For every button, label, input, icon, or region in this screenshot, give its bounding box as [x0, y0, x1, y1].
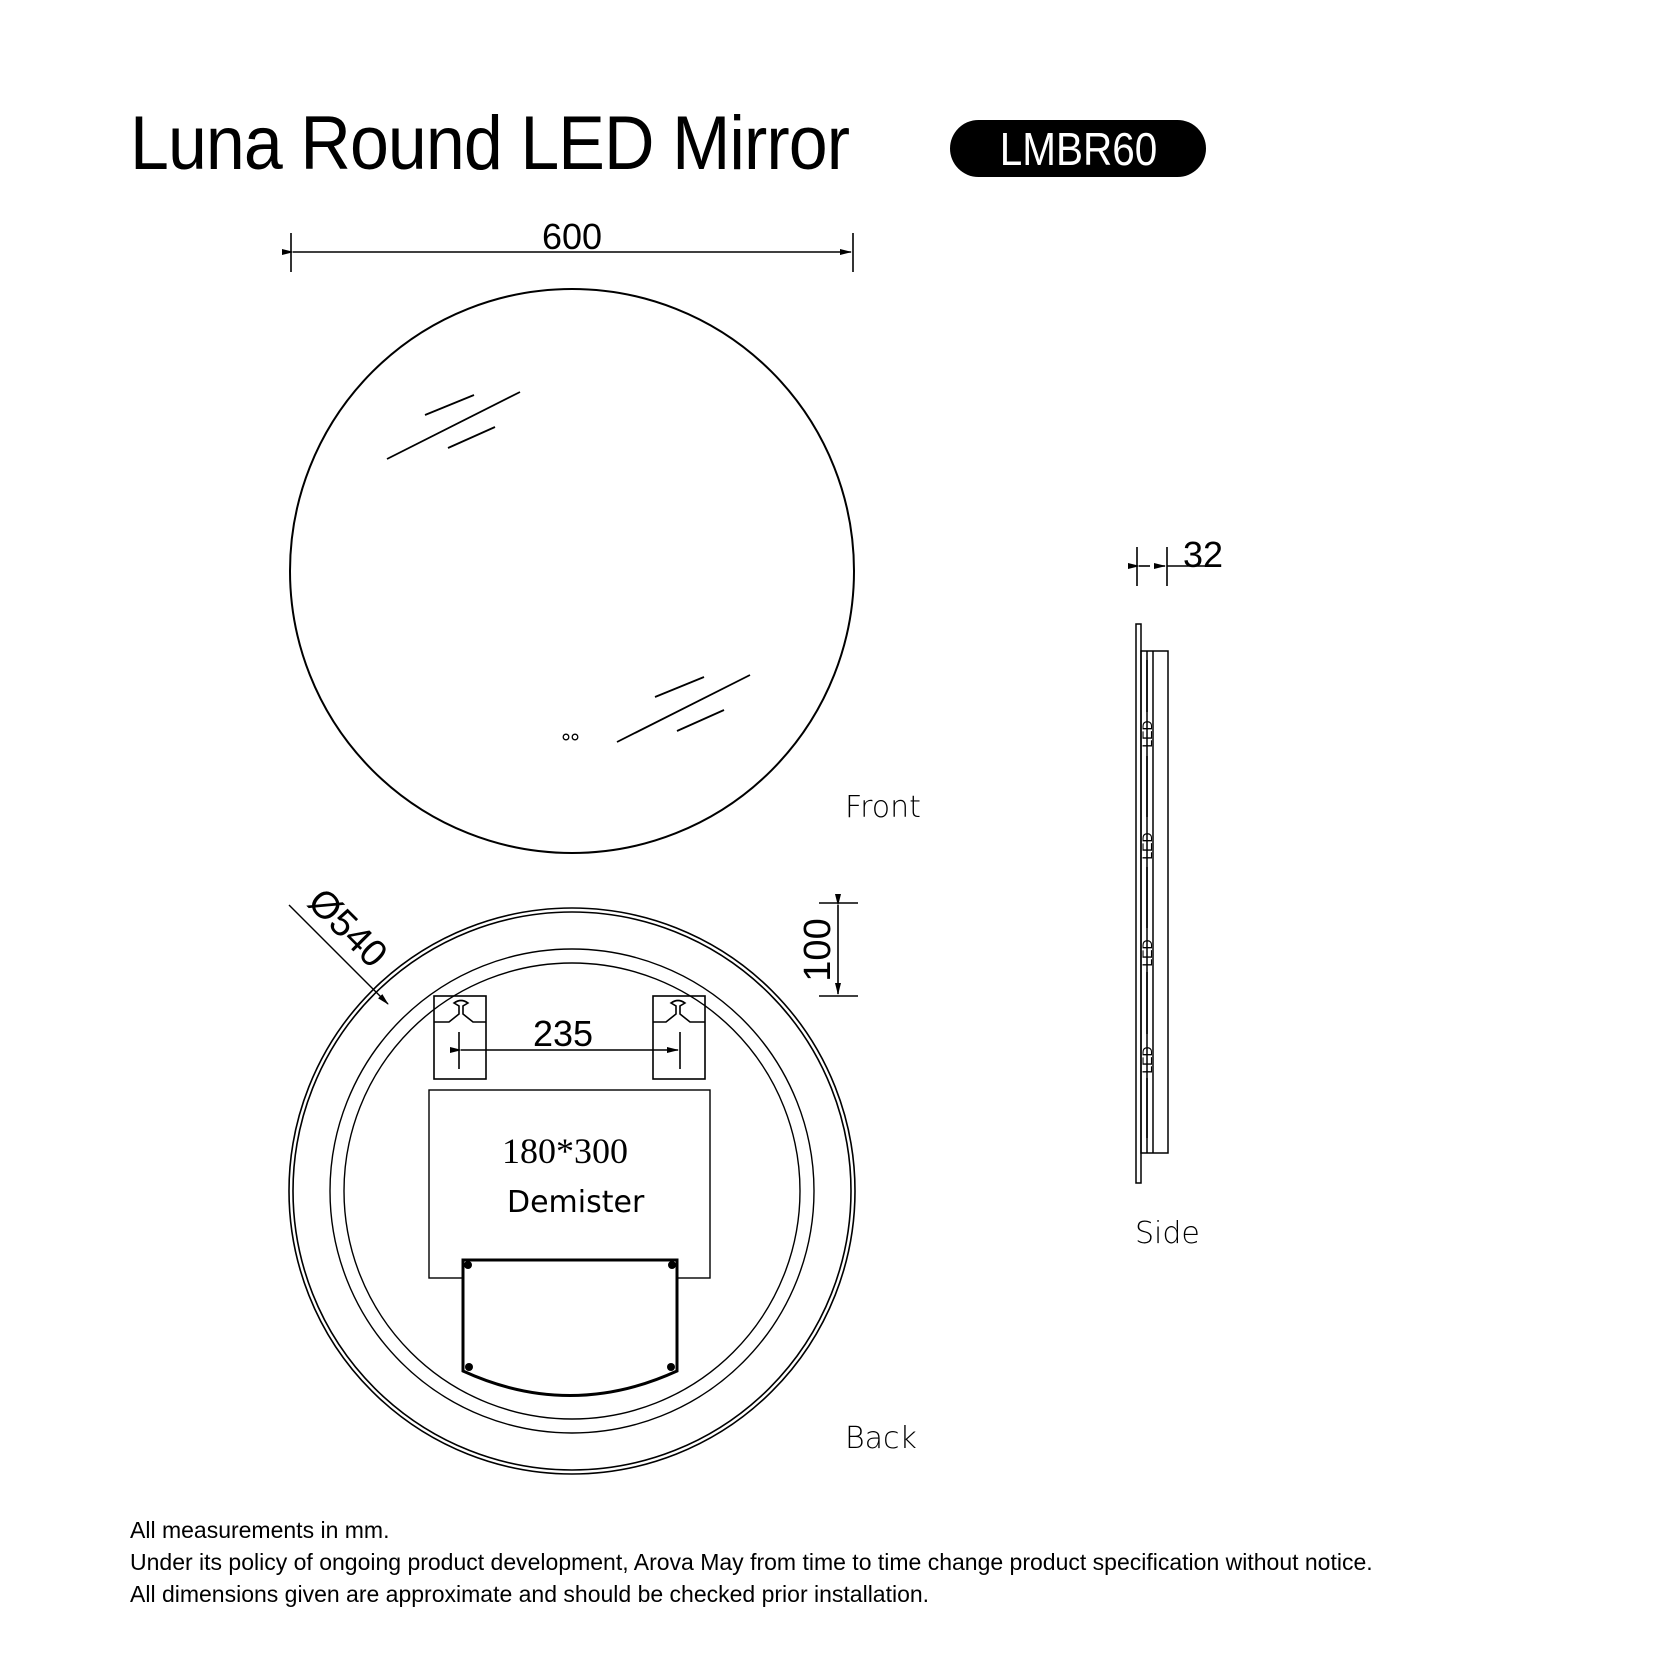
glare-lines-bottom	[617, 675, 750, 742]
model-badge-text: LMBR60	[999, 122, 1157, 175]
note-measurements: All measurements in mm.	[130, 1517, 390, 1543]
bracket-spacing-text: 235	[533, 1013, 594, 1054]
page-title: Luna Round LED Mirror	[130, 101, 850, 186]
led-label: LED	[1139, 720, 1155, 748]
note-approximate: All dimensions given are approximate and should be checked prior installation.	[130, 1581, 930, 1607]
side-profile	[1136, 624, 1168, 1183]
glare-lines-top	[387, 392, 520, 459]
led-label: LED	[1139, 1046, 1155, 1074]
wall-bracket-left	[434, 996, 486, 1079]
demister-label: Demister	[507, 1185, 645, 1220]
depth-dimension-text: 32	[1183, 534, 1224, 575]
driver-box	[463, 1260, 677, 1396]
side-view-label: Side	[1135, 1216, 1200, 1251]
led-label: LED	[1139, 832, 1155, 860]
led-label: LED	[1139, 939, 1155, 967]
note-policy: Under its policy of ongoing product development, Arova May from time to time change product specification without notice.	[130, 1549, 1373, 1575]
demister-size-text: 180*300	[502, 1131, 628, 1171]
diameter-dimension-text: Ø540	[299, 880, 396, 977]
offset-dimension-text: 100	[797, 918, 839, 982]
wall-bracket-right	[653, 996, 705, 1079]
demister-pad	[429, 1090, 710, 1278]
touch-sensor-dots-icon	[563, 734, 578, 740]
width-dimension-text: 600	[542, 216, 603, 257]
front-view-label: Front	[845, 790, 921, 825]
back-view-label: Back	[845, 1421, 917, 1456]
front-mirror-outline	[290, 289, 854, 853]
